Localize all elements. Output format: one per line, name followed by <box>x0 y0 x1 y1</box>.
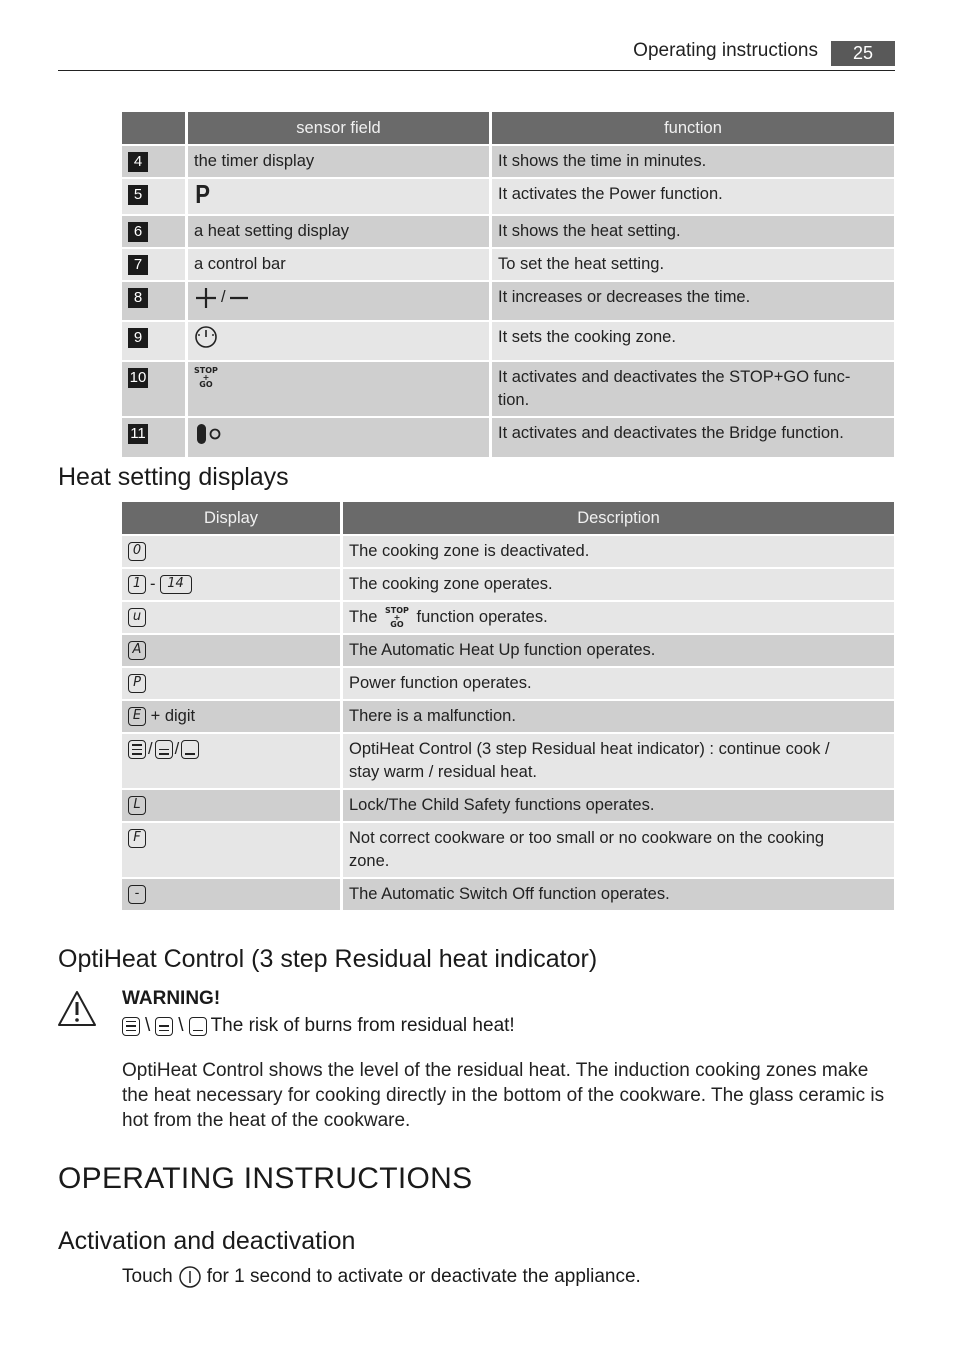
row-number: 7 <box>128 255 148 275</box>
activation-text <box>122 1265 641 1289</box>
sensor-field-cell: a heat setting display <box>188 216 489 247</box>
table-row <box>122 249 894 280</box>
display-fourteen-icon: 14 <box>160 575 192 594</box>
sensor-table-header-function: function <box>492 112 894 144</box>
optiheat-paragraph: OptiHeat Control shows the level of the residual heat. The induction cooking zones make the heat necessary for cooking directly in the bottom of the cookware. The glass ceramic is hot from the heat of the cookware. <box>122 1060 885 1131</box>
row-number: 4 <box>128 152 148 172</box>
display-f-icon: F <box>128 829 146 848</box>
table-row <box>122 790 894 821</box>
heat-setting-table <box>119 500 897 912</box>
header-rule <box>58 70 895 71</box>
function-cell: It activates and deactivates the STOP+GO func- tion. <box>492 362 894 416</box>
warning-triangle-icon <box>57 990 97 1028</box>
description-cell: Not correct cookware or too small or no cookware on the cooking zone. <box>343 823 894 877</box>
residual-heat-3-icon <box>128 740 146 759</box>
sensor-table-header-num <box>122 112 185 144</box>
residual-heat-3-icon <box>122 1017 140 1036</box>
function-cell: It sets the cooking zone. <box>492 322 894 361</box>
minus-icon <box>229 287 249 309</box>
joiner: \ <box>178 1015 184 1036</box>
plus-small-glyph: + <box>202 373 210 383</box>
bridge-icon <box>194 422 224 445</box>
activation-section-title: Activation and deactivation <box>58 1227 356 1255</box>
table-row <box>122 734 894 788</box>
on-off-icon <box>178 1265 202 1289</box>
page-number: 25 <box>831 41 895 66</box>
optiheat-section-title: OptiHeat Control (3 step Residual heat indicator) <box>58 945 598 973</box>
activation-text-pre: Touch <box>122 1266 173 1287</box>
table-row <box>122 146 894 177</box>
table-row <box>122 418 894 457</box>
table-row <box>122 879 894 910</box>
running-header-title: Operating instructions <box>633 40 818 61</box>
power-p-icon <box>194 179 211 209</box>
description-cell: The cooking zone operates. <box>343 569 894 600</box>
row-number: 9 <box>128 328 148 348</box>
row-number: 5 <box>128 185 148 205</box>
description-cell: The Automatic Switch Off function operates. <box>343 879 894 910</box>
description-cell <box>343 602 894 633</box>
table-row <box>122 322 894 361</box>
plus-minus-icon <box>194 286 249 309</box>
residual-heat-2-icon <box>155 740 173 759</box>
display-one-icon: 1 <box>128 575 146 594</box>
function-cell: To set the heat setting. <box>492 249 894 280</box>
residual-heat-1-icon <box>189 1017 207 1036</box>
stop-glyph: STOP <box>385 606 409 616</box>
function-cell: It increases or decreases the time. <box>492 282 894 320</box>
function-cell: It shows the heat setting. <box>492 216 894 247</box>
display-u-icon: u <box>128 608 146 627</box>
description-pre: The <box>349 608 378 626</box>
table-row <box>122 536 894 567</box>
heat-table-header-display: Display <box>122 502 340 534</box>
description-cell: The cooking zone is deactivated. <box>343 536 894 567</box>
row-number: 10 <box>129 369 147 386</box>
function-cell: It activates and deactivates the Bridge function. <box>492 418 894 457</box>
row-number: 11 <box>128 424 148 444</box>
table-row <box>122 602 894 633</box>
table-row <box>122 668 894 699</box>
table-row <box>122 635 894 666</box>
sensor-field-cell: a control bar <box>188 249 489 280</box>
sensor-table-header-field: sensor field <box>188 112 489 144</box>
display-l-icon: L <box>128 796 146 815</box>
sensor-field-table <box>119 110 897 459</box>
display-e-icon: E <box>128 707 146 726</box>
table-row <box>122 569 894 600</box>
plus-small-glyph: + <box>393 613 401 623</box>
row-number: 8 <box>128 288 148 308</box>
description-cell: The Automatic Heat Up function operates. <box>343 635 894 666</box>
cooking-zone-select-icon <box>194 326 218 349</box>
residual-heat-1-icon <box>181 740 199 759</box>
description-cell: Lock/The Child Safety functions operates. <box>343 790 894 821</box>
display-a-icon: A <box>128 641 146 660</box>
description-post: function operates. <box>416 608 548 626</box>
display-dash-icon: - <box>128 885 146 904</box>
table-row <box>122 823 894 877</box>
power-glyph: P <box>195 179 211 209</box>
joiner: / <box>148 740 153 758</box>
description-cell: Power function operates. <box>343 668 894 699</box>
warning-label: WARNING! <box>122 988 221 1009</box>
go-glyph: GO <box>199 380 213 390</box>
range-joiner: - <box>150 575 156 593</box>
table-row <box>122 701 894 732</box>
operating-instructions-title: OPERATING INSTRUCTIONS <box>58 1162 473 1195</box>
joiner: \ <box>145 1015 151 1036</box>
table-row <box>122 179 894 214</box>
heat-table-header-description: Description <box>343 502 894 534</box>
warning-line <box>122 1015 515 1037</box>
row-number: 6 <box>128 222 148 242</box>
display-zero-icon: 0 <box>128 542 146 561</box>
function-cell: It activates the Power function. <box>492 179 894 214</box>
residual-heat-2-icon <box>155 1017 173 1036</box>
description-cell: There is a malfunction. <box>343 701 894 732</box>
description-cell: OptiHeat Control (3 step Residual heat indicator) : continue cook / stay warm / residual heat. <box>343 734 894 788</box>
slash-glyph: / <box>221 288 226 306</box>
go-glyph: GO <box>390 620 404 630</box>
sensor-field-cell: the timer display <box>188 146 489 177</box>
stop-go-icon <box>194 367 218 388</box>
plus-icon <box>194 287 218 309</box>
table-row <box>122 362 894 416</box>
function-cell: It shows the time in minutes. <box>492 146 894 177</box>
activation-text-post: for 1 second to activate or deactivate the appliance. <box>206 1266 641 1287</box>
joiner: / <box>174 740 180 758</box>
table-row <box>122 216 894 247</box>
heat-setting-section-title: Heat setting displays <box>58 463 289 491</box>
warning-text: The risk of burns from residual heat! <box>210 1015 515 1036</box>
display-p-icon: P <box>128 674 146 693</box>
stop-go-icon <box>385 607 409 628</box>
table-row <box>122 282 894 320</box>
digit-suffix: + digit <box>150 707 196 725</box>
stop-glyph: STOP <box>194 366 218 376</box>
